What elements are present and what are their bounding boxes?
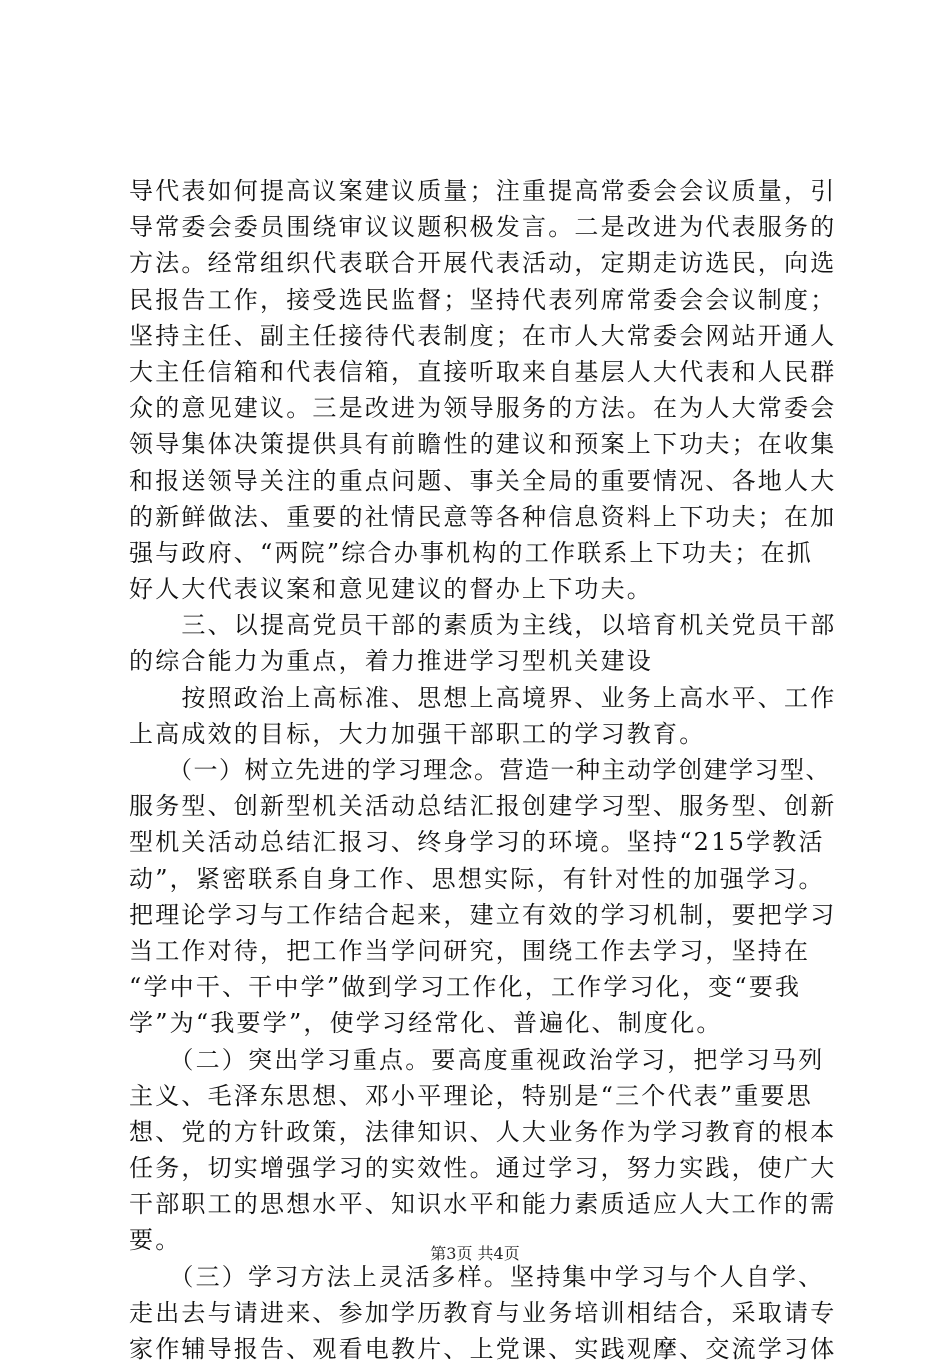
text-line: 服务型、创新型机关活动总结汇报创建学习型、服务型、创新	[129, 792, 837, 821]
section-heading-line: 的综合能力为重点，着力推进学习型机关建设	[129, 647, 653, 676]
text-line: 学”为“我要学”，使学习经常化、普遍化、制度化。	[129, 1009, 723, 1038]
text-line: 坚持主任、副主任接待代表制度；在市人大常委会网站开通人	[129, 321, 837, 350]
text-line: （三）学习方法上灵活多样。坚持集中学习与个人自学、	[129, 1262, 825, 1291]
text-line: 众的意见建议。三是改进为领导服务的方法。在为人大常委会	[129, 394, 837, 423]
page-number-footer: 第3页 共4页	[430, 1244, 520, 1263]
text-line: 型机关活动总结汇报习、终身学习的环境。坚持“215学教活	[129, 828, 825, 857]
text-line: 要。	[129, 1226, 182, 1255]
text-line: 动”，紧密联系自身工作、思想实际，有针对性的加强学习。	[129, 864, 825, 893]
text-line: 民报告工作，接受选民监督；坚持代表列席常委会会议制度；	[129, 285, 837, 314]
text-line: 和报送领导关注的重点问题、事关全局的重要情况、各地人大	[129, 466, 837, 495]
text-line: 任务，切实增强学习的实效性。通过学习，努力实践，使广大	[129, 1154, 837, 1183]
text-line: 当工作对待，把工作当学问研究，围绕工作去学习，坚持在	[129, 936, 811, 965]
text-line: 走出去与请进来、参加学历教育与业务培训相结合，采取请专	[129, 1298, 837, 1327]
text-line: 导常委会委员围绕审议议题积极发言。二是改进为代表服务的	[129, 213, 837, 242]
text-line: 导代表如何提高议案建议质量；注重提高常委会会议质量，引	[129, 177, 837, 205]
text-line: 大主任信箱和代表信箱，直接听取来自基层人大代表和人民群	[129, 357, 837, 386]
text-line: 强与政府、“两院”综合办事机构的工作联系上下功夫；在抓	[129, 538, 813, 567]
text-line: （二）突出学习重点。要高度重视政治学习，把学习马列	[129, 1045, 825, 1074]
text-line: 的新鲜做法、重要的社情民意等各种信息资料上下功夫；在加	[129, 502, 837, 531]
text-line: 方法。经常组织代表联合开展代表活动，定期走访选民，向选	[129, 249, 837, 278]
text-line: 上高成效的目标，大力加强干部职工的学习教育。	[129, 719, 706, 748]
section-heading-line: 三、以提高党员干部的素质为主线，以培育机关党员干部	[129, 611, 837, 640]
text-line: （一）树立先进的学习理念。营造一种主动学创建学习型、	[129, 756, 831, 784]
text-line: “学中干、干中学”做到学习工作化，工作学习化，变“要我	[129, 973, 802, 1002]
text-line: 好人大代表议案和意见建议的督办上下功夫。	[129, 575, 653, 604]
text-line: 主义、毛泽东思想、邓小平理论，特别是“三个代表”重要思	[129, 1081, 813, 1110]
text-line: 把理论学习与工作结合起来，建立有效的学习机制，要把学习	[129, 900, 837, 929]
text-line: 干部职工的思想水平、知识水平和能力素质适应人大工作的需	[129, 1190, 837, 1219]
document-body	[129, 173, 837, 1367]
text-line: 家作辅导报告、观看电教片、上党课、实践观摩、交流学习体	[129, 1335, 837, 1363]
text-line: 想、党的方针政策，法律知识、人大业务作为学习教育的根本	[129, 1117, 837, 1146]
text-line: 领导集体决策提供具有前瞻性的建议和预案上下功夫；在收集	[129, 430, 837, 459]
text-line: 按照政治上高标准、思想上高境界、业务上高水平、工作	[129, 683, 837, 712]
